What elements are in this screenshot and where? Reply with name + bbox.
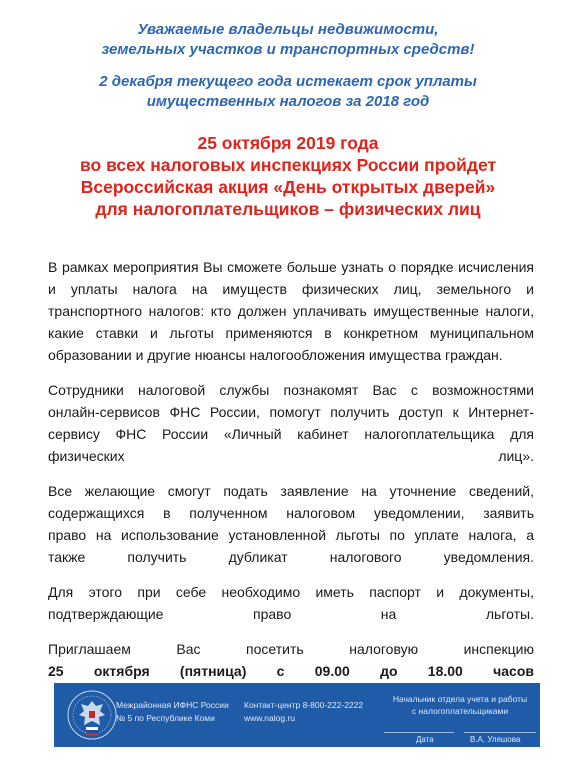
- text-line: Приглашаем Вас посетить налоговую инспекцию: [48, 641, 534, 657]
- text-line: образовании и другие нюансы налогообложения имущества граждан.: [48, 347, 503, 363]
- signer-name: В.А. Уляшова: [470, 735, 521, 744]
- text-fragment: физических: [48, 448, 125, 464]
- text-line: право на использование установленной льготы по уплате налога, а: [48, 527, 534, 543]
- body-text: [48, 256, 534, 695]
- approval-title: [380, 693, 540, 717]
- deadline-line: 2 декабря текущего года истекает срок уплаты: [99, 73, 477, 90]
- text-line: сервису ФНС России «Личный кабинет налогоплательщика для: [48, 426, 534, 442]
- org-line: Межрайонная ИФНС России: [116, 700, 229, 710]
- text-line: какие ставки и льготы применяются в конкретном муниципальном: [48, 325, 534, 341]
- paragraph-applications: [48, 480, 534, 568]
- headline-line: 25 октября 2019 года: [197, 133, 379, 153]
- paragraph-event-info: [48, 256, 534, 366]
- text-fragment: лиц».: [498, 448, 534, 464]
- text-line: также получить дубликат налогового уведомления.: [48, 549, 534, 565]
- text-line: подтверждающие право на льготы.: [48, 606, 534, 622]
- fns-eagle-emblem-icon: [66, 687, 118, 743]
- text-line: [48, 445, 534, 467]
- text-line: содержащихся в полученном налоговом уведомлении, заявить: [48, 505, 534, 521]
- deadline-line: имущественных налогов за 2018 год: [146, 93, 430, 110]
- event-headline: [44, 132, 532, 220]
- headline-line: Всероссийская акция «День открытых дверей»: [80, 177, 496, 197]
- text-line: и уплаты налога на имуществ физических лиц, земельного и: [48, 281, 534, 297]
- greeting-block: [60, 20, 516, 112]
- headline-line: во всех налоговых инспекциях России пройдет: [79, 155, 497, 175]
- paragraph-online-services: [48, 379, 534, 467]
- greeting-line: земельных участков и транспортных средств!: [101, 41, 475, 58]
- contact-website: www.nalog.ru: [244, 713, 296, 723]
- signature-lines: [384, 732, 536, 733]
- org-line: № 5 по Республике Коми: [116, 713, 215, 723]
- chief-line: Начальник отдела учета и работы: [392, 694, 528, 704]
- contact-phone: Контакт-центр 8-800-222-2222: [244, 700, 364, 710]
- date-label: Дата: [416, 735, 434, 744]
- text-line: Сотрудники налоговой службы познакомят Вас с возможностями: [48, 382, 534, 398]
- text-line: транспортного налогов: кто должен уплачивать имущественные налоги,: [48, 303, 534, 319]
- schedule-line: 25 октября (пятница) с 09.00 до 18.00 часов: [48, 663, 534, 679]
- chief-line: с налогоплательщиками: [411, 706, 509, 716]
- headline-line: для налогоплательщиков – физических лиц: [95, 199, 481, 219]
- text-line: Все желающие смогут подать заявление на уточнение сведений,: [48, 483, 534, 499]
- paragraph-invitation: [48, 638, 534, 682]
- paragraph-documents: [48, 581, 534, 625]
- signature-line: [464, 732, 536, 733]
- greeting-line: Уважаемые владельцы недвижимости,: [137, 21, 439, 38]
- date-line: [384, 732, 454, 733]
- org-name: [116, 699, 229, 725]
- contact-info: [244, 699, 363, 725]
- footer-banner: [54, 683, 540, 747]
- text-line: Для этого при себе необходимо иметь паспорт и документы,: [48, 584, 534, 600]
- text-line: В рамках мероприятия Вы сможете больше узнать о порядке исчисления: [48, 259, 534, 275]
- text-line: онлайн-сервисов ФНС России, помогут получить доступ к Интернет-: [48, 404, 534, 420]
